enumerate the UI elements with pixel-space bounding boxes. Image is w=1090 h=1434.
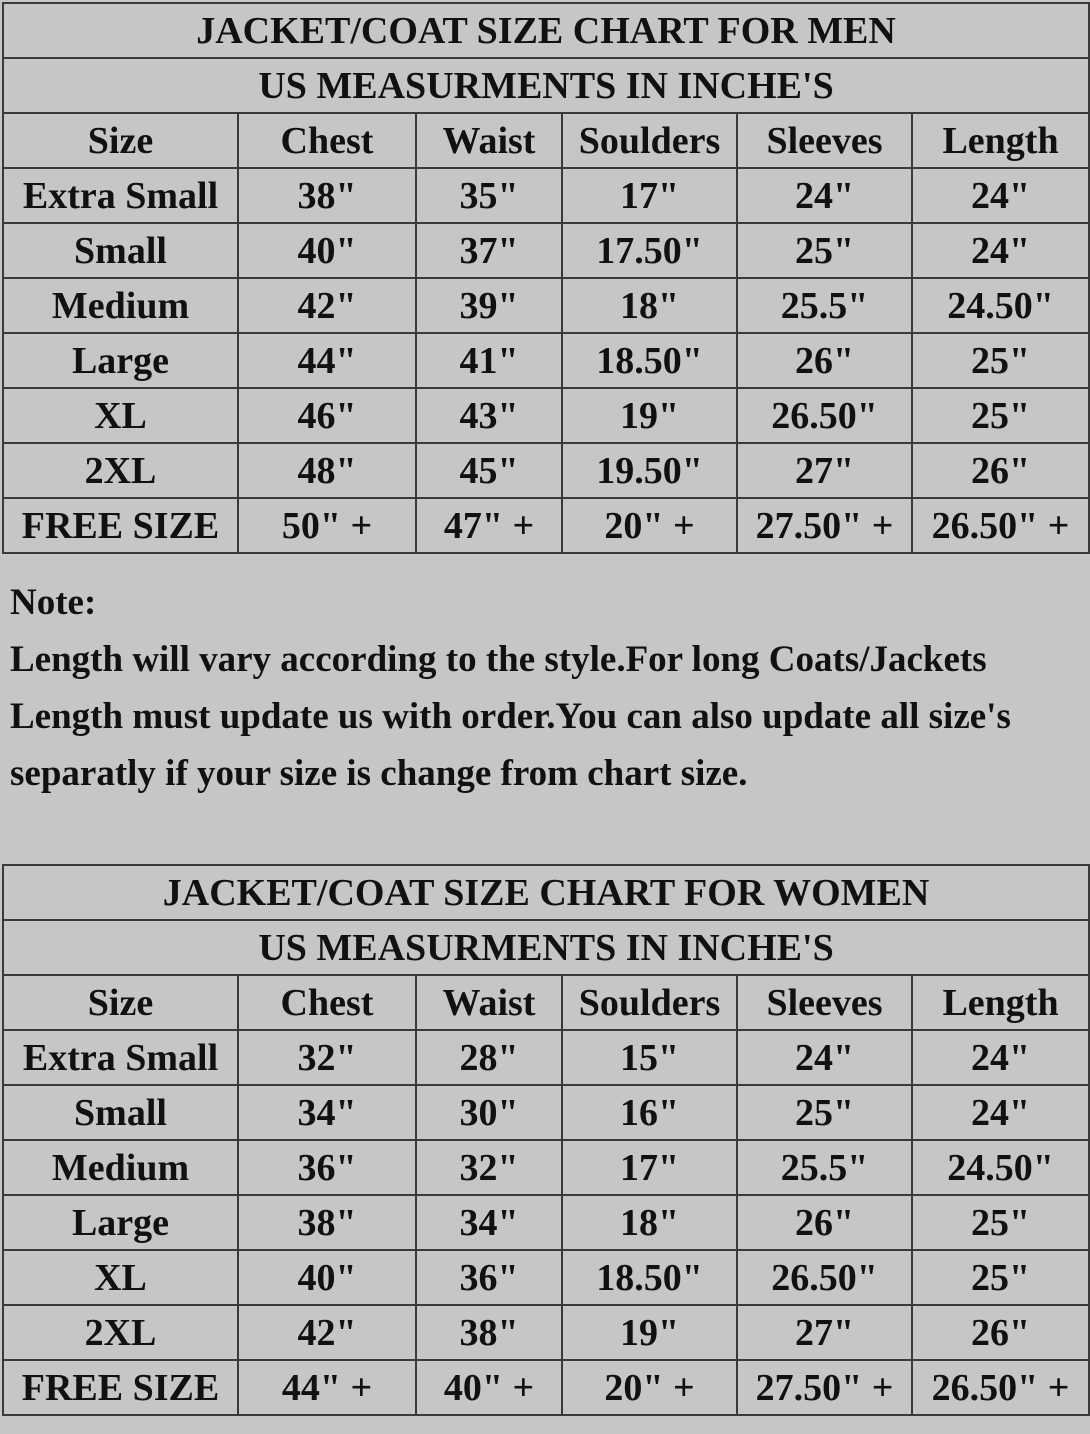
table-cell: 17.50" — [562, 223, 737, 278]
table-cell: 26.50" + — [912, 498, 1089, 553]
table-cell: 24" — [737, 1030, 912, 1085]
men-subtitle-row — [3, 58, 1089, 113]
size-label: FREE SIZE — [3, 498, 238, 553]
column-header: Soulders — [562, 113, 737, 168]
table-cell: 25" — [737, 1085, 912, 1140]
table-cell: 28" — [416, 1030, 562, 1085]
table-cell: 38" — [238, 1195, 416, 1250]
table-cell: 18" — [562, 278, 737, 333]
table-cell: 27" — [737, 443, 912, 498]
table-cell: 26" — [737, 333, 912, 388]
size-label: 2XL — [3, 1305, 238, 1360]
table-cell: 34" — [416, 1195, 562, 1250]
table-cell: 24" — [912, 223, 1089, 278]
table-row — [3, 223, 1089, 278]
table-cell: 26" — [912, 1305, 1089, 1360]
table-cell: 24" — [737, 168, 912, 223]
table-cell: 25" — [912, 388, 1089, 443]
table-cell: 18.50" — [562, 1250, 737, 1305]
note-body: Length will vary according to the style.For long Coats/Jackets Length must update us with order.You can also update all size's separatly if your size is change from chart size. — [10, 639, 1011, 794]
table-cell: 38" — [238, 168, 416, 223]
column-header: Length — [912, 113, 1089, 168]
table-cell: 41" — [416, 333, 562, 388]
women-size-table — [2, 864, 1090, 1416]
men-title-row — [3, 3, 1089, 58]
column-header: Waist — [416, 113, 562, 168]
table-cell: 16" — [562, 1085, 737, 1140]
table-row — [3, 1030, 1089, 1085]
table-cell: 27.50" + — [737, 1360, 912, 1415]
size-label: 2XL — [3, 443, 238, 498]
table-cell: 20" + — [562, 1360, 737, 1415]
men-chart-subtitle: US MEASURMENTS IN INCHE'S — [3, 58, 1089, 113]
column-header: Chest — [238, 975, 416, 1030]
table-row — [3, 1195, 1089, 1250]
table-cell: 26" — [912, 443, 1089, 498]
table-row — [3, 1360, 1089, 1415]
table-cell: 30" — [416, 1085, 562, 1140]
men-header-row — [3, 113, 1089, 168]
table-row — [3, 388, 1089, 443]
table-cell: 25.5" — [737, 1140, 912, 1195]
table-cell: 19.50" — [562, 443, 737, 498]
table-cell: 17" — [562, 168, 737, 223]
table-cell: 24" — [912, 1030, 1089, 1085]
men-chart-title: JACKET/COAT SIZE CHART FOR MEN — [3, 3, 1089, 58]
table-cell: 26.50" + — [912, 1360, 1089, 1415]
table-row — [3, 1305, 1089, 1360]
table-cell: 48" — [238, 443, 416, 498]
column-header: Sleeves — [737, 975, 912, 1030]
table-cell: 47" + — [416, 498, 562, 553]
table-row — [3, 1250, 1089, 1305]
size-label: Small — [3, 1085, 238, 1140]
table-cell: 42" — [238, 278, 416, 333]
women-chart-title: JACKET/COAT SIZE CHART FOR WOMEN — [3, 865, 1089, 920]
table-cell: 37" — [416, 223, 562, 278]
table-cell: 39" — [416, 278, 562, 333]
table-row — [3, 1085, 1089, 1140]
column-header: Sleeves — [737, 113, 912, 168]
table-cell: 43" — [416, 388, 562, 443]
table-row — [3, 1140, 1089, 1195]
table-cell: 15" — [562, 1030, 737, 1085]
size-label: FREE SIZE — [3, 1360, 238, 1415]
men-size-table — [2, 2, 1090, 554]
table-cell: 38" — [416, 1305, 562, 1360]
table-cell: 36" — [238, 1140, 416, 1195]
table-row — [3, 278, 1089, 333]
column-header: Size — [3, 975, 238, 1030]
table-cell: 36" — [416, 1250, 562, 1305]
table-cell: 18" — [562, 1195, 737, 1250]
table-cell: 24" — [912, 168, 1089, 223]
table-cell: 42" — [238, 1305, 416, 1360]
women-subtitle-row — [3, 920, 1089, 975]
table-cell: 25.5" — [737, 278, 912, 333]
column-header: Chest — [238, 113, 416, 168]
table-cell: 32" — [416, 1140, 562, 1195]
column-header: Size — [3, 113, 238, 168]
note-title: Note: — [10, 582, 97, 623]
table-cell: 35" — [416, 168, 562, 223]
table-cell: 27" — [737, 1305, 912, 1360]
table-cell: 26" — [737, 1195, 912, 1250]
table-cell: 19" — [562, 388, 737, 443]
table-row — [3, 498, 1089, 553]
size-label: Small — [3, 223, 238, 278]
table-cell: 27.50" + — [737, 498, 912, 553]
table-cell: 25" — [912, 333, 1089, 388]
table-cell: 24" — [912, 1085, 1089, 1140]
table-row — [3, 333, 1089, 388]
table-cell: 26.50" — [737, 1250, 912, 1305]
table-cell: 18.50" — [562, 333, 737, 388]
table-cell: 24.50" — [912, 1140, 1089, 1195]
women-header-row — [3, 975, 1089, 1030]
size-label: Extra Small — [3, 1030, 238, 1085]
size-label: XL — [3, 1250, 238, 1305]
table-cell: 44" + — [238, 1360, 416, 1415]
table-cell: 25" — [737, 223, 912, 278]
table-cell: 45" — [416, 443, 562, 498]
table-cell: 50" + — [238, 498, 416, 553]
size-label: Medium — [3, 1140, 238, 1195]
table-cell: 46" — [238, 388, 416, 443]
column-header: Length — [912, 975, 1089, 1030]
table-cell: 40" — [238, 1250, 416, 1305]
table-row — [3, 443, 1089, 498]
size-label: Medium — [3, 278, 238, 333]
table-cell: 44" — [238, 333, 416, 388]
size-label: XL — [3, 388, 238, 443]
size-label: Extra Small — [3, 168, 238, 223]
table-cell: 40" — [238, 223, 416, 278]
table-cell: 17" — [562, 1140, 737, 1195]
column-header: Soulders — [562, 975, 737, 1030]
table-cell: 34" — [238, 1085, 416, 1140]
table-cell: 19" — [562, 1305, 737, 1360]
note-section — [10, 574, 1080, 802]
table-cell: 26.50" — [737, 388, 912, 443]
column-header: Waist — [416, 975, 562, 1030]
table-cell: 32" — [238, 1030, 416, 1085]
women-title-row — [3, 865, 1089, 920]
size-label: Large — [3, 333, 238, 388]
table-cell: 24.50" — [912, 278, 1089, 333]
table-row — [3, 168, 1089, 223]
women-chart-subtitle: US MEASURMENTS IN INCHE'S — [3, 920, 1089, 975]
size-label: Large — [3, 1195, 238, 1250]
table-cell: 25" — [912, 1195, 1089, 1250]
table-cell: 20" + — [562, 498, 737, 553]
table-cell: 40" + — [416, 1360, 562, 1415]
table-cell: 25" — [912, 1250, 1089, 1305]
